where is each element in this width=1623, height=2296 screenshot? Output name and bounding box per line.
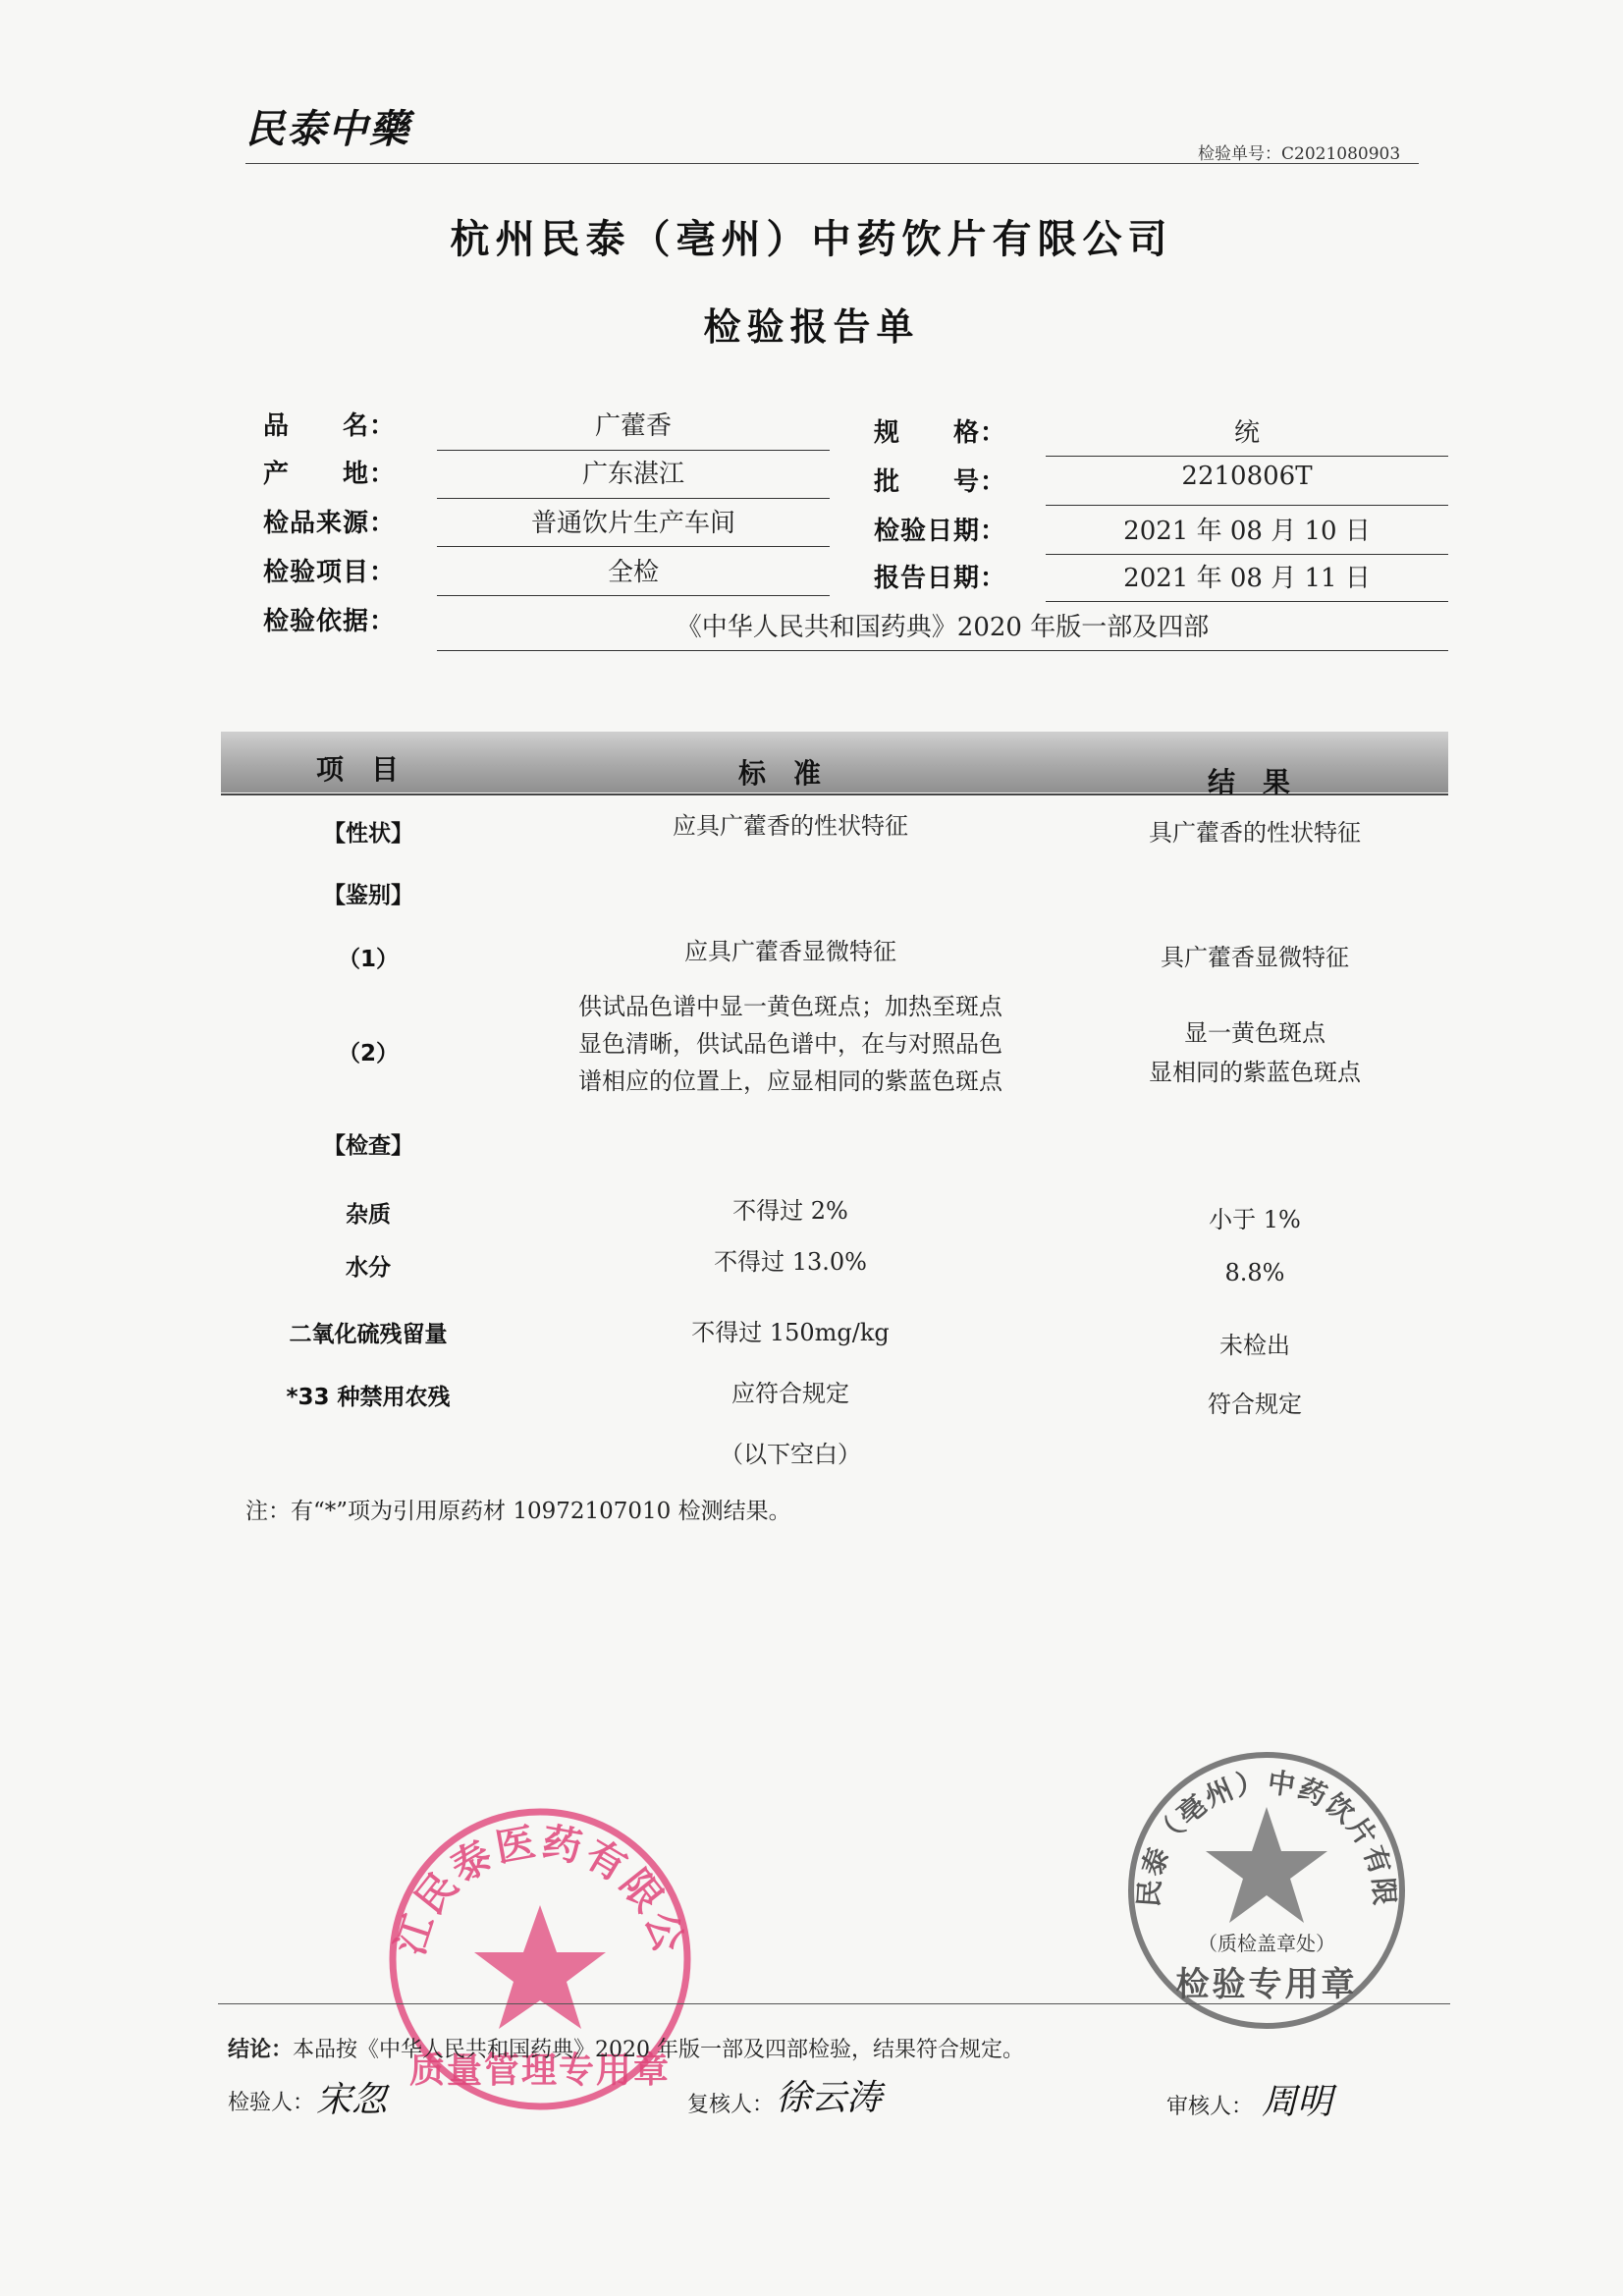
approver-label: 审核人：	[1166, 2095, 1254, 2119]
company-title: 杭州民泰（亳州）中药饮片有限公司	[450, 216, 1173, 262]
conclusion-label: 结论：	[228, 2038, 294, 2062]
batch-value: 2210806T	[1181, 462, 1313, 491]
row-result: 未检出	[1219, 1332, 1290, 1359]
row-standard: 不得过 13.0%	[714, 1248, 867, 1276]
inspector-signature: 宋忽	[316, 2080, 388, 2120]
document-number: 检验单号：C2021080903	[1198, 144, 1401, 164]
document-title: 检验报告单	[703, 304, 920, 349]
blank-note: （以下空白）	[720, 1441, 861, 1468]
row-result-line: 显相同的紫蓝色斑点	[1149, 1059, 1361, 1086]
seal-bottom-text: 检验专用章	[1175, 1965, 1358, 2004]
row-standard: 应具广藿香的性状特征	[673, 812, 908, 840]
star-icon	[1206, 1807, 1327, 1923]
inspect-date-label: 检验日期：	[874, 517, 1007, 546]
row-item: *33 种禁用农残	[286, 1385, 451, 1410]
reviewer-label: 复核人：	[687, 2093, 775, 2117]
row-result: 具广藿香的性状特征	[1149, 819, 1361, 847]
name-label: 品 名：	[263, 411, 397, 441]
batch-underline	[1046, 505, 1448, 506]
seal-center-label: （质检盖章处）	[1198, 1932, 1335, 1955]
basis-label: 检验依据：	[263, 607, 397, 636]
row-item: 【检查】	[323, 1133, 413, 1159]
report-date-label: 报告日期：	[874, 564, 1007, 593]
header-result: 结果	[1208, 766, 1319, 798]
stamp-ring-text: 浙江民泰医药有限公司	[356, 1762, 692, 1961]
inspection-seal-stamp	[1104, 1713, 1414, 2033]
source-label: 检品来源：	[263, 509, 397, 538]
seal-ring-text: 杭州民泰（亳州）中药饮片有限公司	[1104, 1713, 1401, 1909]
row-standard-line: 显色清晰，供试品色谱中，在与对照品色	[578, 1030, 1002, 1058]
basis-value: 《中华人民共和国药典》2020 年版一部及四部	[676, 613, 1210, 642]
spec-label: 规 格：	[874, 418, 1007, 448]
inspector-label: 检验人：	[228, 2091, 315, 2115]
row-result-line: 显一黄色斑点	[1184, 1019, 1325, 1047]
row-standard: 应具广藿香显微特征	[684, 938, 896, 965]
origin-underline	[437, 498, 830, 499]
conclusion-divider	[218, 2003, 1450, 2004]
row-item: 杂质	[346, 1202, 391, 1228]
row-item: 二氧化硫残留量	[289, 1322, 448, 1347]
conclusion-text: 本品按《中华人民共和国药典》2020 年版一部及四部检验，结果符合规定。	[293, 2038, 1024, 2062]
spec-underline	[1046, 456, 1448, 457]
row-standard-multiline	[535, 988, 1046, 1100]
row-item: 水分	[346, 1255, 391, 1281]
row-item: （2）	[337, 1041, 399, 1066]
footnote: 注：有“*”项为引用原药材 10972107010 检测结果。	[245, 1499, 791, 1524]
row-standard: 不得过 150mg/kg	[691, 1319, 890, 1346]
row-standard: 应符合规定	[731, 1380, 849, 1407]
row-item: （1）	[337, 947, 399, 972]
company-logo: 民泰中藥	[245, 106, 410, 152]
report-date-underline	[1046, 601, 1448, 602]
quality-management-stamp	[356, 1762, 702, 2121]
star-icon	[474, 1905, 606, 2029]
origin-value: 广东湛江	[581, 460, 684, 489]
item-underline	[437, 595, 830, 596]
item-label: 检验项目：	[263, 558, 397, 587]
row-result-multiline	[1078, 1013, 1432, 1092]
header-divider	[245, 163, 1419, 164]
row-standard: 不得过 2%	[732, 1197, 848, 1225]
item-value: 全检	[607, 558, 659, 587]
conclusion	[228, 2033, 1024, 2063]
origin-label: 产 地：	[263, 460, 397, 489]
header-item: 项目	[316, 753, 427, 786]
inspect-date-value: 2021 年 08 月 10 日	[1123, 517, 1371, 546]
row-standard-line: 供试品色谱中显一黄色斑点；加热至斑点	[578, 993, 1002, 1020]
header-standard: 标准	[738, 757, 849, 790]
row-item: 【鉴别】	[323, 883, 413, 908]
source-underline	[437, 546, 830, 547]
source-value: 普通饮片生产车间	[530, 509, 735, 538]
report-date-value: 2021 年 08 月 11 日	[1123, 564, 1371, 593]
row-result: 具广藿香显微特征	[1161, 944, 1349, 971]
approver-signature: 周明	[1262, 2082, 1333, 2122]
row-item: 【性状】	[323, 821, 413, 847]
name-value: 广藿香	[594, 411, 672, 441]
row-result: 8.8%	[1224, 1259, 1285, 1286]
basis-underline	[437, 650, 1448, 651]
spec-value: 统	[1233, 418, 1260, 448]
row-result: 小于 1%	[1209, 1206, 1301, 1233]
stamp-bottom-text: 质量管理专用章	[408, 2050, 672, 2091]
row-result: 符合规定	[1208, 1391, 1302, 1418]
row-standard-line: 谱相应的位置上，应显相同的紫蓝色斑点	[578, 1067, 1002, 1095]
inspect-date-underline	[1046, 554, 1448, 555]
reviewer-signature: 徐云涛	[776, 2078, 883, 2118]
batch-label: 批 号：	[874, 467, 1007, 497]
name-underline	[437, 450, 830, 451]
